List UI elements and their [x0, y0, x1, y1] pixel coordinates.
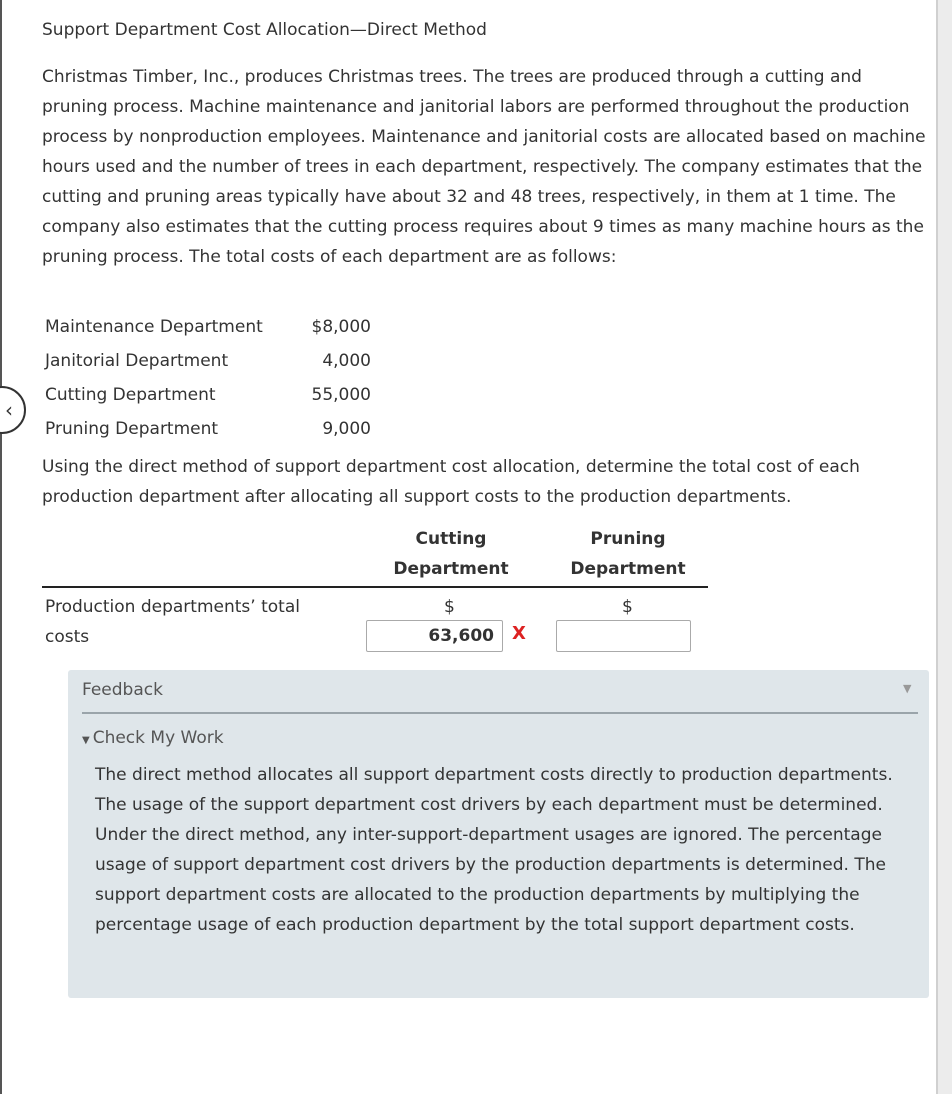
problem-title: Support Department Cost Allocation—Direct Method [42, 20, 487, 40]
cost-amount: 55,000 [311, 385, 371, 405]
problem-text: Christmas Timber, Inc., produces Christmas trees. The trees are produced through a cutting and pruning process. Machine maintenance and janitorial labors are performed throughout the production process by nonproduction employees. Maintenance and janitorial costs are allocated based on machine hours used and the number of trees in each department, respectively. The company estimates that the cutting and pruning areas typically have about 32 and 48 trees, respectively, in them at 1 time. The company also estimates that the cutting process requires about 9 times as many machine hours as the pruning process. The total costs of each department are as follows: [42, 67, 926, 267]
cost-label: Maintenance Department [45, 317, 263, 337]
dollar-sign-cutting: $ [444, 597, 455, 617]
dollar-sign-pruning: $ [622, 597, 633, 617]
column-header-pruning [548, 524, 708, 584]
cost-amount: $8,000 [311, 317, 371, 337]
cost-label: Pruning Department [45, 419, 219, 439]
cutting-total-input[interactable] [366, 620, 503, 652]
row-label-total-costs: Production departments’ total costs [45, 597, 300, 647]
cost-label: Cutting Department [45, 385, 216, 405]
cost-amount: 9,000 [322, 419, 371, 439]
cost-amount: 4,000 [322, 351, 371, 371]
cost-row-pruning [45, 414, 375, 444]
previous-nav-button[interactable] [0, 386, 26, 434]
column-header-cutting [371, 524, 531, 584]
column-header-line: Department [570, 559, 686, 579]
check-my-work-label: Check My Work [92, 728, 224, 748]
collapse-feedback-icon[interactable]: ▼ [903, 682, 912, 695]
left-border [0, 0, 2, 1094]
table-header-divider [42, 586, 708, 588]
column-header-line: Cutting [415, 529, 487, 549]
column-header-line: Pruning [590, 529, 666, 549]
chevron-left-icon: ‹ [5, 398, 13, 422]
feedback-panel [68, 670, 929, 998]
scrollbar-track[interactable] [938, 0, 952, 1094]
cost-row-maintenance [45, 312, 375, 342]
cost-row-janitorial [45, 346, 375, 376]
incorrect-mark-icon: X [512, 623, 526, 644]
question-text: Using the direct method of support department cost allocation, determine the total cost of each production department after allocating all support costs to the production departments. [42, 457, 860, 507]
triangle-down-icon: ▼ [82, 735, 90, 746]
cost-row-cutting [45, 380, 375, 410]
feedback-label: Feedback [82, 680, 163, 700]
cost-label: Janitorial Department [45, 351, 229, 371]
pruning-total-input[interactable] [556, 620, 691, 652]
check-my-work-toggle[interactable] [82, 728, 224, 748]
feedback-divider [82, 712, 918, 714]
feedback-text: The direct method allocates all support department costs directly to production departments. The usage of the support department cost drivers by each department must be determined. Under the direct method, any inter-support-department usages are ignored. The percentage usage of support department cost drivers by the production departments is determined. The support department costs are allocated to the production departments by multiplying the percentage usage of each production department by the total support department costs. [95, 765, 893, 935]
column-header-line: Department [393, 559, 509, 579]
